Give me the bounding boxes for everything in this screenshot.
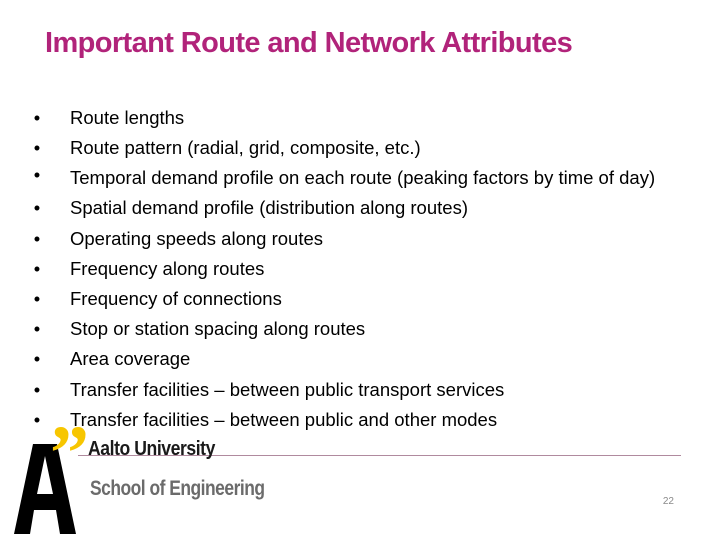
- bullet-icon: •: [33, 318, 41, 340]
- bullet-text: Transfer facilities – between public and other modes: [70, 408, 498, 430]
- bullet-text: Stop or station spacing along routes: [70, 318, 366, 340]
- bullet-icon: •: [33, 378, 41, 400]
- logo-university-name: Aalto University: [88, 438, 215, 460]
- bullet-icon: •: [33, 408, 41, 430]
- bullet-text: Operating speeds along routes: [70, 227, 324, 249]
- bullet-icon: •: [33, 288, 41, 310]
- bullet-text: Route pattern (radial, grid, composite, etc.): [70, 137, 421, 159]
- bullet-icon: •: [33, 197, 41, 219]
- bullet-text: Frequency along routes: [70, 257, 265, 279]
- bullet-list: [30, 103, 710, 435]
- bullet-item: [30, 163, 710, 193]
- bullet-item: [30, 344, 710, 374]
- bullet-item: [30, 375, 710, 405]
- bullet-icon: •: [33, 164, 41, 186]
- bullet-text: Transfer facilities – between public transport services: [70, 378, 505, 400]
- slide-title: Important Route and Network Attributes: [45, 27, 573, 59]
- bullet-text: Spatial demand profile (distribution along routes): [70, 197, 468, 219]
- bullet-item: [30, 133, 710, 163]
- bullet-item: [30, 254, 710, 284]
- bullet-text: Route lengths: [70, 107, 185, 128]
- logo-school-name: School of Engineering: [90, 477, 265, 500]
- bullet-item: [30, 193, 710, 223]
- bullet-icon: •: [33, 107, 41, 128]
- bullet-item: [30, 284, 710, 314]
- bullet-item: [30, 224, 710, 254]
- bullet-icon: •: [33, 348, 41, 370]
- bullet-icon: •: [33, 257, 41, 279]
- bullet-text: Frequency of connections: [70, 288, 282, 310]
- bullet-item: [30, 103, 710, 133]
- bullet-icon: •: [33, 227, 41, 249]
- logo-quote-mark: ”: [50, 409, 89, 496]
- aalto-logo: [14, 409, 265, 534]
- bullet-item: [30, 405, 710, 435]
- bullet-icon: •: [33, 137, 41, 159]
- page-number: 22: [662, 496, 674, 507]
- bullet-item: [30, 314, 710, 344]
- bullet-text: Area coverage: [70, 348, 191, 370]
- bullet-text: Temporal demand profile on each route (peaking factors by time of day): [70, 167, 656, 189]
